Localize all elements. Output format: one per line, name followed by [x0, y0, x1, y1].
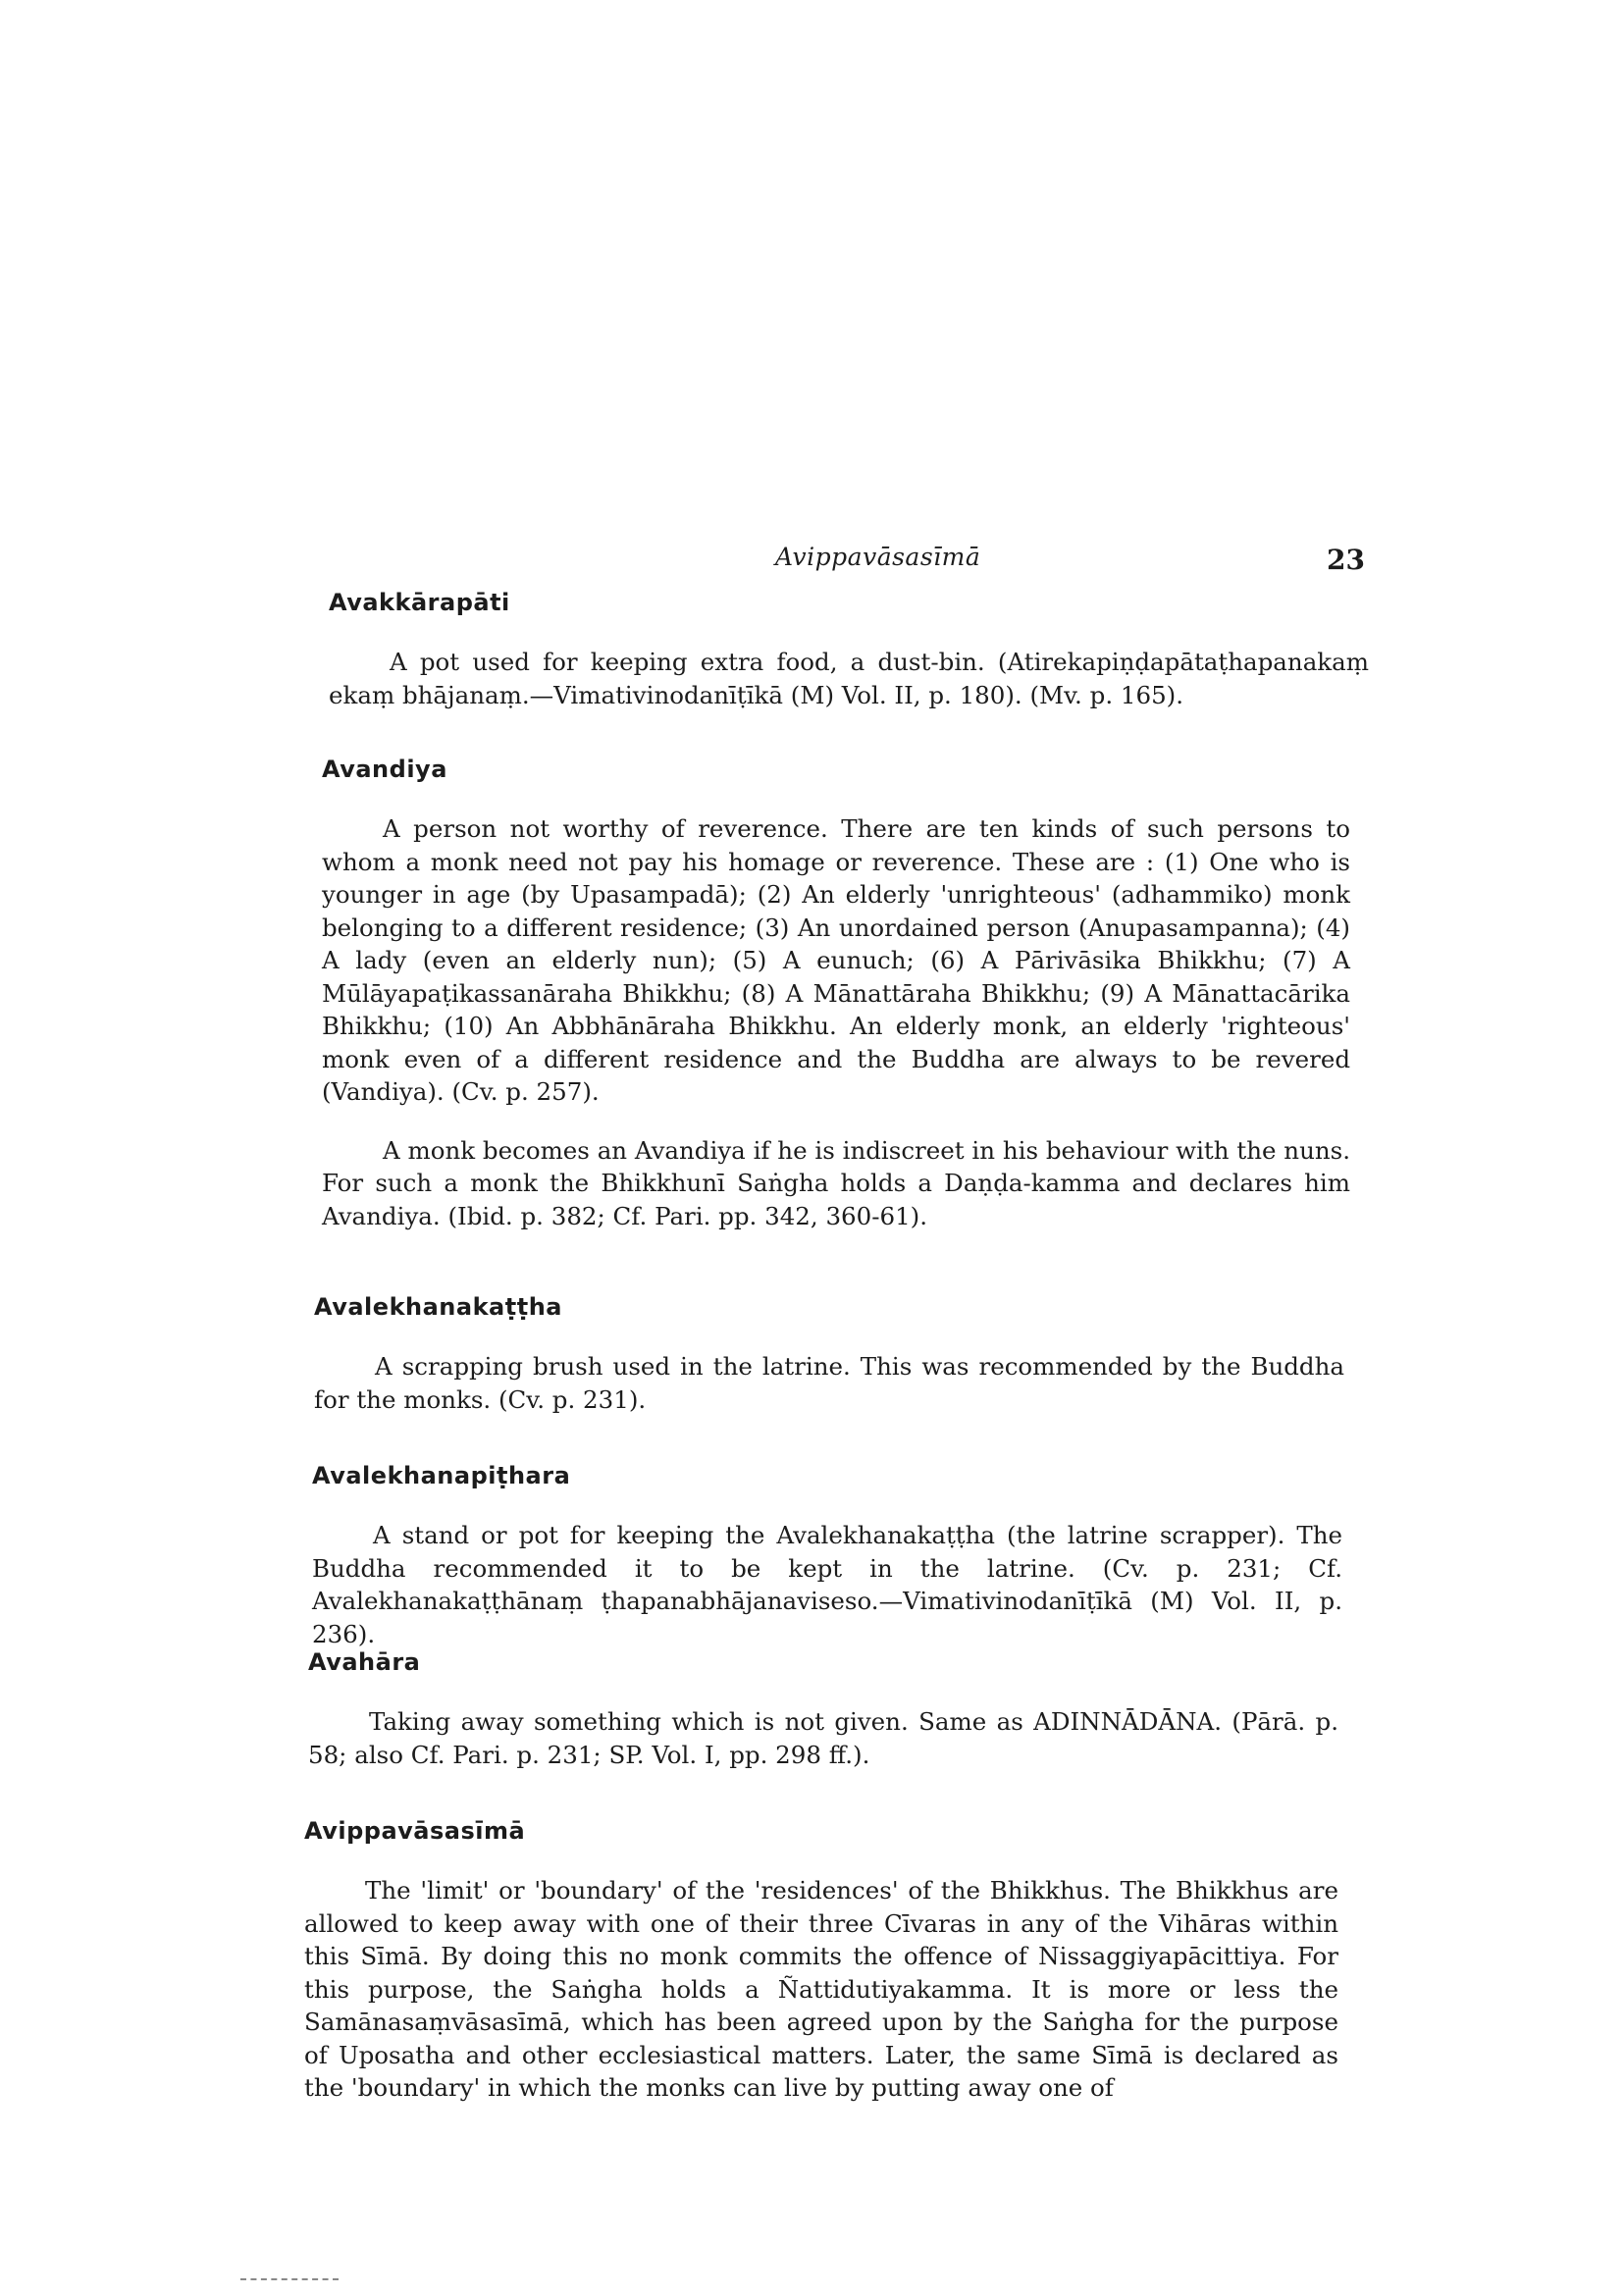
- entry-avalekhanapithara: [312, 1462, 1342, 1676]
- paragraph: A monk becomes an Avandiya if he is indiscreet in his behaviour with the nuns. For such a monk the Bhikkhunī Saṅgha holds a Daṇḍa-kamma and declares him Avandiya. (Ibid. p. 382; Cf. Pari. pp. 342, 360-61).: [322, 1135, 1350, 1230]
- headword: Avakkārapāti: [329, 589, 510, 616]
- paragraph: A scrapping brush used in the latrine. This was recommended by the Buddha for the monks. (Cv. p. 231).: [314, 1352, 1344, 1414]
- entry-avakkarapati: [329, 589, 1369, 737]
- paragraph: A pot used for keeping extra food, a dust-bin. (Atirekapiṇḍapātaṭhapanakaṃ ekaṃ bhājanaṃ.—Vimativinodanīṭīkā (M) Vol. II, p. 180). (Mv. p. 165).: [329, 648, 1369, 709]
- entry-avahara: [308, 1648, 1338, 1797]
- entry-avandiya: [322, 756, 1350, 1258]
- paragraph: A stand or pot for keeping the Avalekhanakaṭṭha (the latrine scrapper). The Buddha recommended it to be kept in the latrine. (Cv. p. 231; Cf. Avalekhanakaṭṭhānaṃ ṭhapanabhājanaviseso.—Vimativinodanīṭīkā (M) Vol. II, p. 236).: [312, 1521, 1342, 1648]
- headword: Avalekhanapiṭhara: [312, 1462, 571, 1489]
- headword: Avahāra: [308, 1648, 421, 1676]
- headword: Avandiya: [322, 756, 447, 783]
- paragraph: The 'limit' or 'boundary' of the 'residences' of the Bhikkhus. The Bhikkhus are allowed to keep away with one of their three Cīvaras in any of the Vihāras within this Sīmā. By doing this no monk commits the offence of Nissaggiyapācittiya. For this purpose, the Saṅgha holds a Ñattidutiyakamma. It is more or less the Samānasaṃvāsasīmā, which has been agreed upon by the Saṅgha for the purpose of Uposatha and other ecclesiastical matters. Later, the same Sīmā is declared as the 'boundary' in which the monks can live by putting away one of: [304, 1876, 1338, 2102]
- scan-mark: [240, 2278, 339, 2280]
- entry-avippavasasima: [304, 1817, 1338, 2130]
- paragraph: Taking away something which is not given. Same as ADINNĀDĀNA. (Pārā. p. 58; also Cf. Pari. p. 231; SP. Vol. I, pp. 298 ff.).: [308, 1707, 1338, 1769]
- headword: Avalekhanakaṭṭha: [314, 1293, 562, 1321]
- page-number: 23: [1327, 544, 1365, 576]
- running-head: Avippavāsasīmā: [775, 543, 981, 571]
- entry-avalekhanakattha: [314, 1293, 1344, 1441]
- headword: Avippavāsasīmā: [304, 1817, 526, 1845]
- paragraph: A person not worthy of reverence. There are ten kinds of such persons to whom a monk need not pay his homage or reverence. These are : (1) One who is younger in age (by Upasampadā); (2) An elderly 'unrighteous' (adhammiko) monk belonging to a different residence; (3) An unordained person (Anupasampanna); (4) A lady (even an elderly nun); (5) A eunuch; (6) A Pārivāsika Bhikkhu; (7) A Mūlāyapaṭikassanāraha Bhikkhu; (8) A Mānattāraha Bhikkhu; (9) A Mānattacārika Bhikkhu; (10) An Abbhānāraha Bhikkhu. An elderly monk, an elderly 'righteous' monk even of a different residence and the Buddha are always to be revered (Vandiya). (Cv. p. 257).: [322, 814, 1350, 1106]
